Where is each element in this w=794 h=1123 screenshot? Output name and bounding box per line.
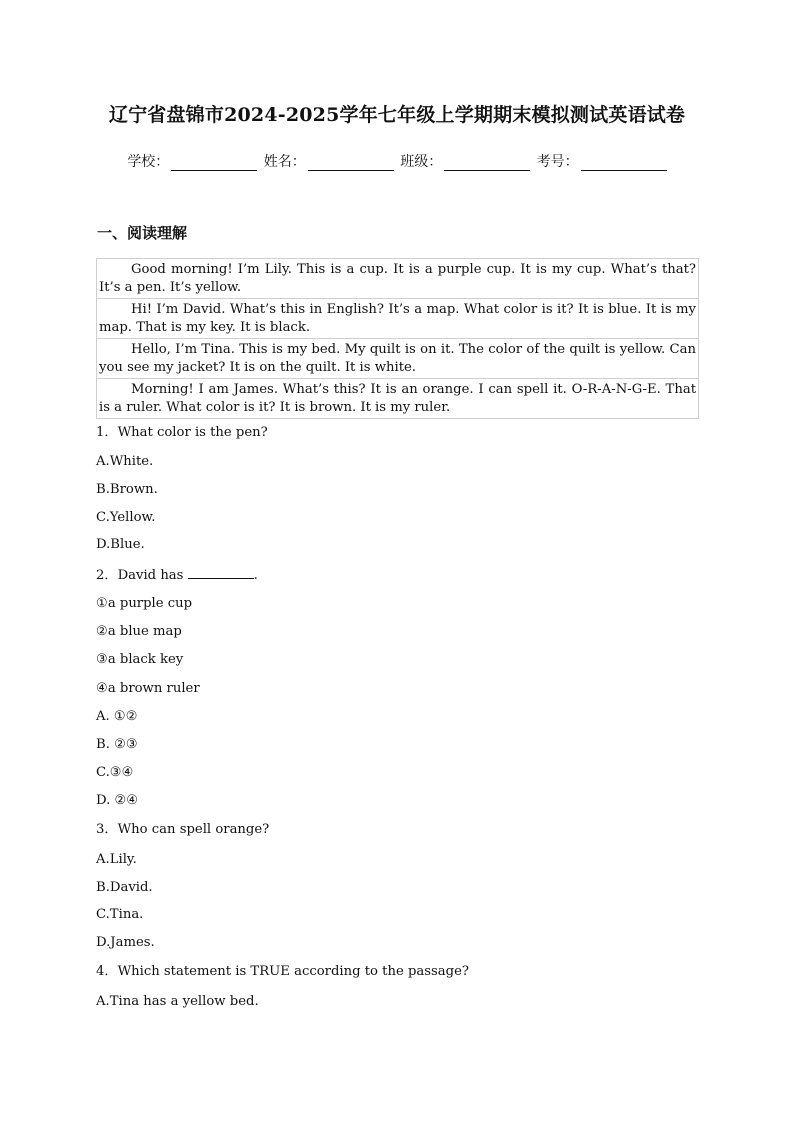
name-blank[interactable]: [308, 155, 394, 171]
q1-option-b[interactable]: B.Brown.: [96, 482, 158, 497]
q1-option-c[interactable]: C.Yellow.: [96, 510, 156, 525]
q3-option-c[interactable]: C.Tina.: [96, 907, 144, 922]
q2-option-c[interactable]: C.③④: [96, 765, 134, 780]
passage-james: Morning! I am James. What’s this? It is an orange. I can spell it. O-R-A-N-G-E. That is a ruler. What color is it? It is brown. It is my ruler.: [99, 382, 696, 415]
q4-option-a[interactable]: A.Tina has a yellow bed.: [96, 994, 259, 1009]
passage-row: [97, 339, 699, 379]
passage-table: [96, 258, 699, 419]
answer-blank: [188, 565, 254, 579]
q1-option-a[interactable]: A.White.: [96, 454, 154, 469]
info-name: 姓名：: [264, 151, 394, 171]
q1-option-d[interactable]: D.Blue.: [96, 537, 145, 552]
q2-item-3: ③a black key: [96, 652, 184, 667]
passage-row: [97, 299, 699, 339]
question-4-stem: 4．Which statement is TRUE according to the passage?: [96, 964, 469, 979]
info-class: 班级：: [400, 151, 530, 171]
section-title: 一、阅读理解: [97, 224, 188, 242]
q3-option-b[interactable]: B.David.: [96, 880, 153, 895]
question-3-stem: 3．Who can spell orange?: [96, 822, 270, 837]
class-blank[interactable]: [444, 155, 530, 171]
q2-option-b[interactable]: B. ②③: [96, 737, 138, 752]
passage-lily: Good morning! I’m Lily. This is a cup. It is a purple cup. It is my cup. What’s that? It’s a pen. It’s yellow.: [99, 262, 696, 295]
q3-option-a[interactable]: A.Lily.: [96, 852, 137, 867]
info-school: 学校：: [127, 151, 257, 171]
page-title: 辽宁省盘锦市2024-2025学年七年级上学期期末模拟测试英语试卷: [108, 104, 686, 126]
passage-row: [97, 379, 699, 419]
passage-david: Hi! I’m David. What’s this in English? It’s a map. What color is it? It is blue. It is my map. That is my key. It is black.: [99, 302, 696, 335]
q3-option-d[interactable]: D.James.: [96, 935, 155, 950]
q2-item-1: ①a purple cup: [96, 596, 193, 611]
passage-tina: Hello, I’m Tina. This is my bed. My quilt is on it. The color of the quilt is yellow. Can you see my jacket? It is on the quilt. It is white.: [99, 342, 696, 375]
info-exam-number: 考号：: [537, 151, 667, 171]
student-info-row: [0, 151, 794, 171]
q2-item-2: ②a blue map: [96, 624, 182, 639]
q2-item-4: ④a brown ruler: [96, 681, 200, 696]
question-1-stem: 1．What color is the pen?: [96, 425, 268, 440]
exam-number-blank[interactable]: [581, 155, 667, 171]
q2-option-a[interactable]: A. ①②: [96, 709, 138, 724]
passage-row: [97, 259, 699, 299]
question-2-stem: 2．David has .: [96, 565, 258, 585]
q2-option-d[interactable]: D. ②④: [96, 793, 139, 808]
school-blank[interactable]: [171, 155, 257, 171]
